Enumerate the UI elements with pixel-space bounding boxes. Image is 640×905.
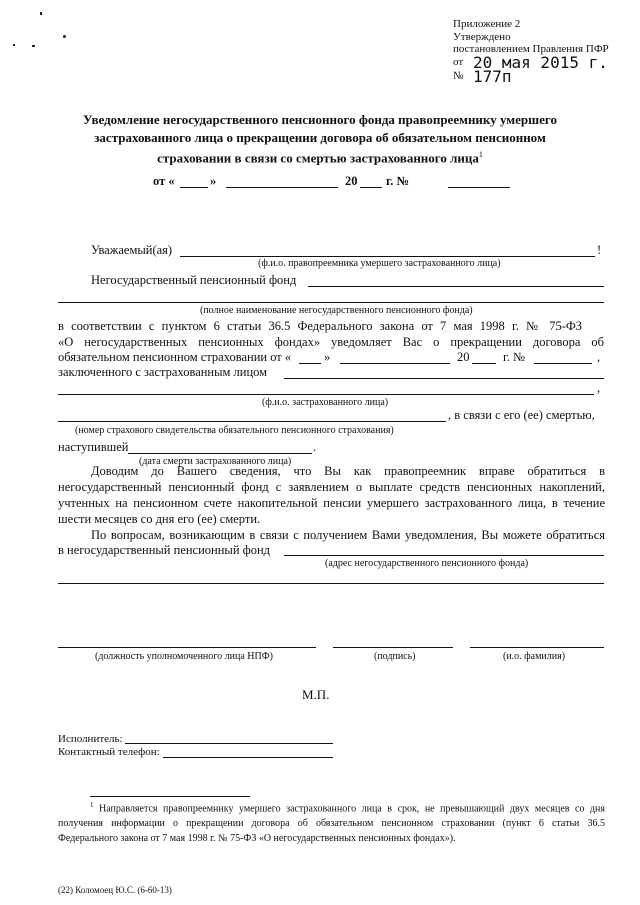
footnote-line-3: Федерального закона от 7 мая 1998 г. № 75-ФЗ «О негосударственных пенсионных фондах»). <box>58 833 456 845</box>
body-line-3-text: обязательном пенсионном страховании от « <box>58 350 292 364</box>
greeting-caption: (ф.и.о. правопреемника умершего застрахованного лица) <box>258 258 501 269</box>
date-number-field[interactable] <box>448 187 510 188</box>
name-caption: (и.о. фамилия) <box>503 651 566 662</box>
footnote-separator <box>90 796 250 797</box>
print-mark: (22) Коломоец Ю.С. (6-60-13) <box>58 885 172 895</box>
date-quote-close: » <box>210 174 217 188</box>
appendix-approved: Утверждено <box>453 30 511 43</box>
insured-caption: (ф.и.о. застрахованного лица) <box>262 397 389 408</box>
footnote-line-1: $^1$ Направляется правопреемнику умершего застрахованного лица в срок, не превышающий двух месяцев со дня <box>90 801 606 815</box>
para2-line-1: Доводим до Вашего сведения, что Вы как правопреемник вправе обратиться в <box>91 464 605 478</box>
fund-name-field-2[interactable] <box>58 302 604 303</box>
appendix-number-stamp: 177п <box>473 67 512 86</box>
para2-line-3: учтенных на пенсионном счете накопительной пенсии умершего застрахованного лица, в течение <box>58 496 605 510</box>
date-year-prefix: 20 <box>345 174 358 188</box>
contract-year-prefix: 20 <box>457 350 470 364</box>
occurred-label: наступившей <box>58 440 129 454</box>
fund-caption: (полное наименование негосударственного пенсионного фонда) <box>200 305 473 316</box>
snils-caption: (номер страхового свидетельства обязательного пенсионного страхования) <box>75 425 394 436</box>
date-number-label: г. № <box>386 174 410 188</box>
fund-address-caption: (адрес негосударственного пенсионного фонда) <box>325 558 529 569</box>
executor-label: Исполнитель: <box>58 733 123 745</box>
date-from: от « <box>153 174 175 188</box>
appendix-date-stamp: 20 мая 2015 г. <box>473 53 608 72</box>
footnote-line-2: получения информации о прекращении договора об обязательном пенсионном страховании (пункт 6 статьи 36.5 <box>58 818 605 830</box>
fund-label: Негосударственный пенсионный фонд <box>91 273 297 287</box>
contract-day-field[interactable] <box>299 363 321 364</box>
date-day-field[interactable] <box>180 187 208 188</box>
appendix-number: Приложение 2 <box>453 18 521 30</box>
footnote-mark-bottom: 1 <box>90 801 94 809</box>
para2-line-4: шести месяцев со дня его (ее) смерти. <box>58 512 261 526</box>
death-date-field[interactable] <box>128 453 312 454</box>
contract-number-field[interactable] <box>534 363 592 364</box>
appendix-number-prefix: № <box>453 70 464 82</box>
insured-name-field-1[interactable] <box>284 378 604 379</box>
fund-name-field-1[interactable] <box>308 286 604 287</box>
appendix-block <box>453 18 609 56</box>
insured-name-field-2[interactable] <box>58 394 594 395</box>
appendix-resolution: постановлением Правления ПФР <box>453 43 609 55</box>
signature-caption: (подпись) <box>374 651 416 662</box>
greeting-exclaim: ! <box>597 243 602 257</box>
footnote <box>58 798 605 846</box>
date-year-field[interactable] <box>360 187 382 188</box>
phone-field[interactable] <box>163 757 333 758</box>
date-month-field[interactable] <box>226 187 338 188</box>
phone-label: Контактный телефон: <box>58 746 160 758</box>
document-title <box>40 111 600 167</box>
title-line-1: Уведомление негосударственного пенсионного фонда правопреемнику умершего <box>83 112 557 127</box>
signature-field[interactable] <box>333 647 453 648</box>
executor-field[interactable] <box>125 743 333 744</box>
title-line-2: застрахованного лица о прекращении договора об обязательном пенсионном <box>94 129 546 145</box>
scan-speck <box>13 44 15 46</box>
body-line-2: «О негосударственных пенсионных фондах» уведомляет Вас о прекращении договора об <box>58 335 604 349</box>
position-caption: (должность уполномоченного лица НПФ) <box>95 651 273 662</box>
para3-line-1: По вопросам, возникающим в связи с получением Вами уведомления, Вы можете обратиться <box>91 528 605 542</box>
scan-speck <box>32 45 35 47</box>
scan-speck <box>40 12 42 15</box>
name-field[interactable] <box>470 647 604 648</box>
footnote-mark: 1 <box>478 150 483 159</box>
death-text: , в связи с его (ее) смертью, <box>448 408 595 422</box>
para3-line-2: в негосударственный пенсионный фонд <box>58 543 271 557</box>
stamp-place: М.П. <box>302 687 330 702</box>
appendix-date-prefix: от <box>453 56 464 68</box>
insured-comma: , <box>597 381 601 395</box>
position-field[interactable] <box>58 647 316 648</box>
contract-comma: , <box>597 350 601 364</box>
death-date-period: . <box>313 440 317 454</box>
contract-number-label: г. № <box>503 350 525 364</box>
greeting-name-field[interactable] <box>180 256 595 257</box>
contract-quote-close: » <box>324 350 331 364</box>
snils-field[interactable] <box>58 421 446 422</box>
body-line-4: заключенного с застрахованным лицом <box>58 365 268 379</box>
para2-line-2: негосударственный пенсионный фонд с заявлением о выплате средств пенсионных накоплений, <box>58 480 605 494</box>
fund-address-field-1[interactable] <box>284 555 604 556</box>
greeting-label: Уважаемый(ая) <box>91 243 173 257</box>
fund-address-field-2[interactable] <box>58 583 604 584</box>
contract-year-field[interactable] <box>472 363 496 364</box>
death-date-caption: (дата смерти застрахованного лица) <box>139 456 292 467</box>
scan-speck <box>63 35 66 38</box>
title-line-3: страховании в связи со смертью застрахованного лица$^1$ <box>157 150 483 166</box>
contract-month-field[interactable] <box>340 363 450 364</box>
body-line-1: в соответствии с пунктом 6 статьи 36.5 Федерального закона от 7 мая 1998 г. № 75-ФЗ <box>58 319 582 333</box>
